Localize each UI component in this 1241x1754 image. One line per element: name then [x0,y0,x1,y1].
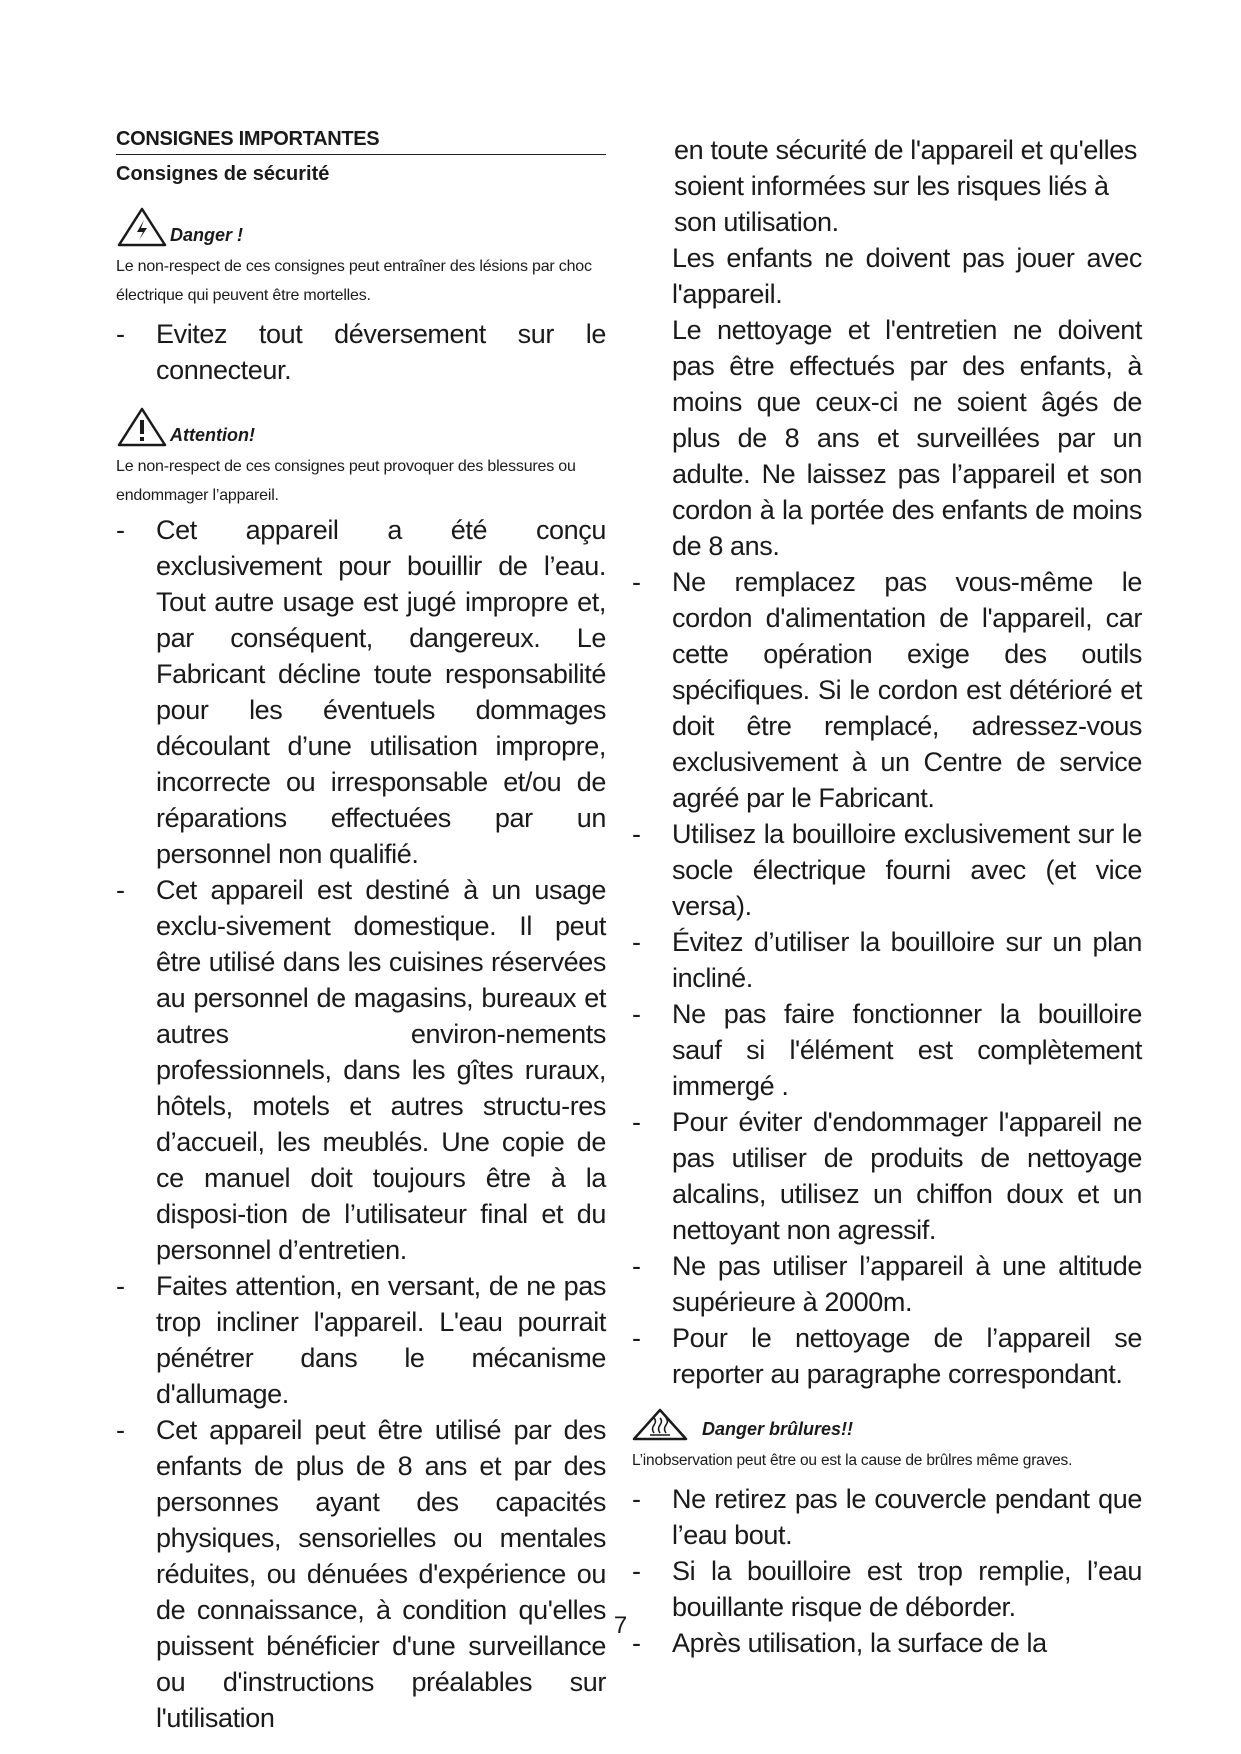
bullet-dash: - [632,1323,641,1353]
list-item-text: Évitez d’utiliser la bouilloire sur un plan incliné. [672,927,1142,993]
bullet-dash: - [116,875,125,905]
list-item [116,512,606,872]
hot-surface-warning-icon [632,1408,688,1442]
list-item-text: Ne pas faire fonctionner la bouilloire sauf si l'élément est complètement immergé . [672,999,1142,1101]
list-item [632,564,1142,816]
list-item [632,996,1142,1104]
list-item [116,316,606,388]
bullet-dash: - [116,515,125,545]
burn-text: L’inobservation peut être ou est la cause de brûlres même graves. [632,1452,1073,1469]
bullet-dash: - [632,1251,641,1281]
list-item [116,1412,606,1736]
burn-label: Danger brûlures!! [702,1419,854,1439]
attention-label: Attention! [170,425,255,445]
list-item-text: Ne retirez pas le couvercle pendant que l’eau bout. [672,1484,1142,1550]
list-item [632,1248,1142,1320]
list-item [632,1104,1142,1248]
bullet-dash: - [116,1415,125,1445]
list-item-text: Utilisez la bouilloire exclusivement sur le socle électrique fourni avec (et vice versa). [672,819,1142,921]
bullet-dash: - [116,1271,125,1301]
danger-text: Le non-respect de ces consignes peut entraîner des lésions par choc électrique qui peuvent être mortelles. [116,258,592,304]
list-item-text: Evitez tout déversement sur le connecteur. [156,319,606,385]
list-item-text: Cet appareil est destiné à un usage exclu-sivement domestique. Il peut être utilisé dans les cuisines réservées au personnel de magasins, bureaux et autres environ-nements professionnels, dans les gîtes ruraux, hôtels, motels et autres structu-res d’accueil, les meublés. Une copie de ce manuel doit toujours être à la disposi-tion de l’utilisateur final et du personnel d’entretien. [156,875,606,1265]
list-item [116,1268,606,1412]
right-column [632,132,1142,1661]
section-subtitle: Consignes de sécurité [116,163,330,185]
list-item [632,240,1142,312]
list-item-continuation: en toute sécurité de l'appareil et qu'elles soient informées sur les risques liés à son utilisation. [674,135,1137,237]
attention-heading [116,406,606,448]
bullet-dash: - [632,1484,641,1514]
list-item [632,1481,1142,1553]
list-item [116,872,606,1268]
attention-text: Le non-respect de ces consignes peut provoquer des blessures ou endommager l’appareil. [116,458,576,504]
list-item [632,312,1142,564]
list-item [632,816,1142,924]
page-number: 7 [613,1612,628,1639]
electric-shock-warning-icon [116,206,168,248]
list-item-text: Pour le nettoyage de l’appareil se reporter au paragraphe correspondant. [672,1323,1142,1389]
list-item-text: Pour éviter d'endommager l'appareil ne pas utiliser de produits de nettoyage alcalins, utilisez un chiffon doux et un nettoyant non agressif. [672,1107,1142,1245]
left-column [116,128,606,1736]
list-item-text: Faites attention, en versant, de ne pas trop incliner l'appareil. L'eau pourrait pénétrer dans le mécanisme d'allumage. [156,1271,606,1409]
list-item-text: Les enfants ne doivent pas jouer avec l'appareil. [672,243,1142,309]
list-item-text: Cet appareil peut être utilisé par des enfants de plus de 8 ans et par des personnes ayant des capacités physiques, sensorielles ou mentales réduites, ou dénuées d'expérience ou de connaissance, à condition qu'elles puissent bénéficier d'une surveillance ou d'instructions préalables sur l'utilisation [156,1415,606,1733]
danger-heading [116,206,606,248]
list-item-text: Cet appareil a été conçu exclusivement pour bouillir de l’eau. Tout autre usage est jugé impropre et, par conséquent, dangereux. Le Fabricant décline toute responsabilité pour les éventuels dommages découlant d’une utilisation impropre, incorrecte ou irresponsable et/ou de réparations effectuées par un personnel non qualifié. [156,515,606,869]
list-item-text: Si la bouilloire est trop remplie, l’eau bouillante risque de déborder. [672,1556,1142,1622]
bullet-dash: - [632,1107,641,1137]
list-item [632,924,1142,996]
bullet-dash: - [632,819,641,849]
list-item [632,1320,1142,1392]
danger-label: Danger ! [170,225,244,245]
bullet-dash: - [116,319,125,349]
section-title: CONSIGNES IMPORTANTES [116,128,606,155]
list-item-text: Ne pas utiliser l’appareil à une altitude supérieure à 2000m. [672,1251,1142,1317]
list-item-text: Ne remplacez pas vous-même le cordon d'alimentation de l'appareil, car cette opération exige des outils spécifiques. Si le cordon est détérioré et doit être remplacé, adressez-vous exclusivement à un Centre de service agréé par le Fabricant. [672,567,1142,813]
burn-heading [632,1408,1142,1442]
bullet-dash: - [632,567,641,597]
bullet-dash: - [632,1556,641,1586]
bullet-dash: - [632,927,641,957]
exclamation-warning-icon [116,406,168,448]
bullet-dash: - [632,999,641,1029]
list-item-text: Le nettoyage et l'entretien ne doivent pas être effectués par des enfants, à moins que ceux-ci ne soient âgés de plus de 8 ans et surveillées par un adulte. Ne laissez pas l’appareil et son cordon à la portée des enfants de moins de 8 ans. [672,315,1142,561]
bullet-dash: - [632,1628,641,1658]
list-item-text: Après utilisation, la surface de la [672,1628,1047,1658]
